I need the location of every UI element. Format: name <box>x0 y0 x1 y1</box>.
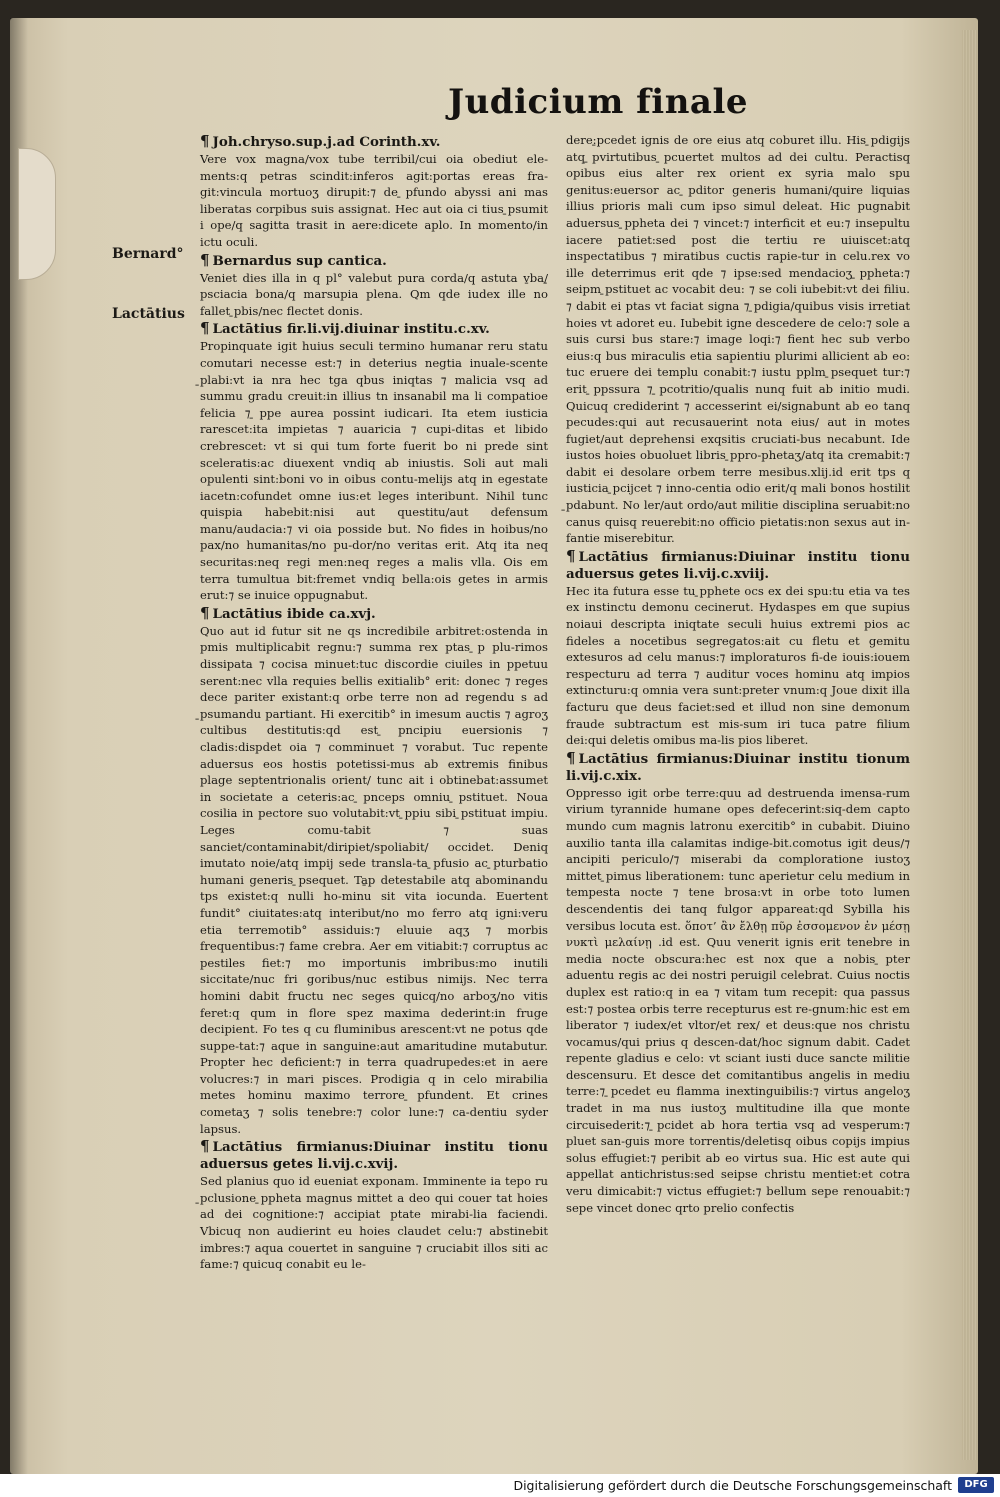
pilcrow-icon: ¶ <box>200 603 210 622</box>
margin-note-lactantius: Lactātius <box>112 306 185 322</box>
page-heading: Judicium finale <box>448 82 748 122</box>
pilcrow-icon: ¶ <box>566 748 576 767</box>
right-column <box>566 132 910 1216</box>
dfg-logo-icon: DFG <box>958 1477 994 1493</box>
section <box>566 132 910 547</box>
section-text: Veniet dies illa in q pl° valebut pura corda/q astuta v̱ba/̱psciacia bona/q marsupia plena. Qm qde iudex ille no fallet ̱pbis/nec flectet donis. <box>200 270 548 318</box>
left-column <box>200 132 548 1273</box>
margin-note-bernard: Bernard° <box>112 246 184 262</box>
section <box>200 1138 548 1273</box>
section-text: Propinquate igit huius seculi termino humanar reru statu comutari necesse est:⁊ in deterius negtia inuale-scente ̱plabi:vt ia nra hec tga qbus iniqtas ⁊ malicia vsq ad summu gradu creuit:in illius tn insanabil ma li compatioe felicia ⁊ ̱ppe aurea possint iudicari. Ita etem iusticia rarescet:ita impietas ⁊ auaricia ⁊ cupi-ditas et libido crebrescet: vt si qui tum forte fuerit bo ni prede sint sceleratis:ac diuexent vndiq ab iniustis. Soli aut mali opulenti sint:boni vo in oibus contu-melijs atq in egestate iacetn:cofundet omne ius:et leges interibunt. Nihil tunc quispia habebit:nisi aut questitu/aut defensum manu/audacia:⁊ vi oia posside but. No fides in hoibus/no pax/no humanitas/no pu-dor/no veritas erit. Atq ita neq securitas:neq regi men:neq reges a malis vlla. Ois em terra tumultua bit:fremet vndiq bella:ois getes in armis erut:⁊ se inuice oppugnabut. <box>200 339 548 603</box>
section-rubric: ¶ Bernardus sup cantica. <box>200 250 387 269</box>
pilcrow-icon: ¶ <box>200 250 210 269</box>
section-text: Oppresso igit orbe terre:quu ad destruenda imensa-rum virium tyrannide humane opes defecerint:siq-dem capto mundo cum magnis latronu exercitib° in cubabit. Diuino auxilio tanta illa calamitas indige-bit.comotus igit deus/⁊ ancipiti periculo/⁊ miserabi da comploratione iustoʒ mittet ̱pimus liberationem: tunc aperietur celu medium in tempesta nocte ⁊ tene brosa:vt in orbe toto lumen descendentis dei tanq fulgor appareat:qd Sybilla his versibus locuta est. ὅποτ’ ἂν ἔλθῃ πῦρ ἐσσομενον ἐν μέσῃ νυκτὶ μελαίνῃ .id est. Quu venerit ignis erit tenebre in media nocte obscura:hec est nox que a nobis ̱pter aduentu regis ac dei nostri peruigil celebrat. Cuius noctis duplex est ratio:q in ea ⁊ vitam tum recepit: qua passus est:⁊ postea orbis terre recepturus est re-gnum:hic est em liberator ⁊ iudex/et vltor/et rex/ et deus:que nos christu vocamus/qui prius q descen-dat/hoc signum dabit. Cadet repente gladius e celo: vt sciant iusti duce sancte militie descensuru. Et desce det comitantibus angelis in mediu terre:⁊ ̱pcedet eu flamma inextinguibilis:⁊ virtus angeloʒ tradet in ma nus iustoʒ multitudine illa que monte circuisederit:⁊ ̱pcidet ab hora tertia vsq ad vesperum:⁊ pluet san-guis more torrentis/deletisq oibus copijs impius solus effugiet:⁊ peribit ab eo virtus sua. Hic est aute qui appellat antichristus:sed seipse christu mentiet:et cotra veru dimicabit:⁊ victus effugiet:⁊ bellum sepe renouabit:⁊ sepe vincet donec qrto prelio confectis <box>566 785 910 1215</box>
footer-bar <box>0 1474 1000 1497</box>
page-tab-marker <box>18 148 56 280</box>
section-rubric: ¶ Lactātius ibide ca.xvj. <box>200 603 376 622</box>
section-text: Quo aut id futur sit ne qs incredibile arbitret:ostenda in pmis multiplicabit regnu:⁊ summa rex ptas ̱p plu-rimos dissipata ⁊ cocisa minuet:tuc discordie ciuiles in ppetuu serent:nec vlla requies bellis exitialib° erit: donec ⁊ reges dece pariter existant:q orbe terre non ad regendu s ad ̱psumandu partiant. Hi exercitib° in imesum auctis ⁊ agroʒ cultibus destitutis:qd est ̱pncipiu euersionis ⁊ cladis:dispdet oia ⁊ comminuet ⁊ vorabut. Tuc repente aduersus eos hostis potetissi-mus ab extremis finibus plage septentrionalis orient/ tunc ait i obtinebat:assumet in societate a ceteris:ac ̱pnceps omniu ̱pstituet. Noua cosilia in pectore suo volutabit:vt ̱ppiu sibi ̱pstituat impiu. Leges comu-tabit ⁊ suas sanciet/contaminabit/diripiet/spoliabit/ occidet. Deniq imutato noie/atq impij sede transla-ta ̱pfusio ac ̱pturbatio humani generis ̱psequet. Ta̱p detestabile atq abominandu tps existet:q nulli ho-minu sit vita iocunda. Euertent fundit° ciuitates:atq interibut/no mo ferro atq igni:veru etia terremotib° assiduis:⁊ eluuie aqʒ ⁊ morbis frequentibus:⁊ fame crebra. Aer em vitiabit:⁊ corruptus ac pestiles fiet:⁊ mo importunis imbribus:mo inutili siccitate/nuc fri goribus/nuc estibus nimijs. Nec terra homini dabit fructu nec seges quicq/no arboʒ/no vitis feret:q qum in flore spez maxima dederint:in fruge decipient. Fo tes q cu fluminibus arescent:vt ne potus qde suppe-tat:⁊ aque in sanguine:aut amaritudine mutabutur. Propter hec deficient:⁊ in terra quadrupedes:et in aere volucres:⁊ in mari pisces. Prodigia q in celo mirabilia metes hominu maximo terrore ̱pfundent. Et crines cometaʒ ⁊ solis tenebre:⁊ color lune:⁊ ca-dentiu syder lapsus. <box>200 623 548 1136</box>
footer-credit: Digitalisierung gefördert durch die Deutsche Forschungsgemeinschaft <box>513 1478 952 1493</box>
section-text: dere:̱pcedet ignis de ore eius atq coburet illu. His ̱pdigijs atq ̱pvirtutibus ̱pcuertet multos ad dei cultu. Peractisq opibus eius alter rex orient ex syria malo spu genitus:euersor ac ̱pditor generis humani/quire liquias illius prioris mali cum ipso simul deleat. Hic pugnabit aduersus ̱ppheta dei ⁊ vincet:⁊ interficit et eu:⁊ insepultu iacere patiet:sed post die tertiu re uiuiscet:atq inspectatibus ⁊ miratibus cuctis rapie-tur in celu.rex vo ille deterrimus erit qde ⁊ ipse:sed mendacioʒ ̱ppheta:⁊ seipm ̱pstituet ac vocabit deu: ⁊ se coli iubebit:vt dei filiu. ⁊ dabit ei ptas vt faciat signa ⁊ ̱pdigia/quibus visis irretiat hoies vt adoret eu. Iubebit igne descedere de celo:⁊ sole a suis cursi bus stare:⁊ image loqi:⁊ fient hec sub verbo eius:q bus miraculis etia sapientiu plurimi allicient ab eo: tuc eruere dei templu conabit:⁊ iustu pplm ̱psequet tur:⁊ erit ̱ppssura ⁊ ̱pcotritio/qualis nunq fuit ab initio mudi. Quicuq crediderint ⁊ accesserint ei/signabunt ab eo tanq pecudes:qui aut recusauerint nota eius/ aut in motes fugiet/aut deprehensi exqsitis cruciati-bus necabunt. Ide iustos hoies obuoluet libris ̱ppro-phetaʒ/atq ita cremabit:⁊ dabit ei desolare orbem terre mesibus.xlij.id erit tps q iusticia ̱pcijcet ⁊ inno-centia odio erit/q mali bonos hostilit ̱pdabunt. No ler/aut ordo/aut militie disciplina seruabit:no canus quisq reuerebit:no officio pietatis:non sexus aut in-fantie miserebitur. <box>566 133 910 546</box>
section <box>200 320 548 604</box>
pilcrow-icon: ¶ <box>200 132 210 150</box>
section-rubric: ¶ Lactātius firmianus:Diuinar institu tionu aduersus getes li.vij.c.xvij. <box>200 1137 548 1173</box>
section-text: Vere vox magna/vox tube terribil/cui oia obediut ele-ments:q petras scindit:inferos agit:portas ereas fra-git:vincula mortuoʒ dirupit:⁊ de ̱pfundo abyssi ani mas liberatas corpibus suis assignat. Hec aut oia ci tius ̱psumit i ope/q sagitta trasit in aere:dicete aplo. In momento/in ictu oculi. <box>200 152 548 249</box>
page-edges <box>962 30 978 1460</box>
section <box>566 750 910 1216</box>
section-rubric: ¶ Lactātius fir.li.vij.diuinar institu.c.xv. <box>200 319 490 338</box>
section <box>200 605 548 1137</box>
pilcrow-icon: ¶ <box>200 319 210 338</box>
section-text: Sed planius quo id eueniat exponam. Imminente ia tepo ru ̱pclusione ̱ppheta magnus mittet a deo qui couer tat hoies ad dei cognitione:⁊ accipiat ptate mirabi-lia faciendi. Vbicuq non audierint eu hoies claudet celu:⁊ abstinebit imbres:⁊ aqua couertet in sanguine ⁊ cruciabit illos siti ac fame:⁊ quicuq conabit eu le- <box>200 1174 548 1272</box>
section <box>200 252 548 320</box>
section <box>566 548 910 749</box>
section-rubric: ¶ Joh.chryso.sup.j.ad Corinth.xv. <box>200 132 441 150</box>
pilcrow-icon: ¶ <box>566 546 576 565</box>
section-text: Hec ita futura esse tu ̱pphete ocs ex dei spu:tu etia va tes ex instinctu demonu cecinerut. Hydaspes em que supius noiaui descripta iniqtate seculi huius extremi pios ac fideles a nocetibus segregatos:ait cu fletu et gemitu extesuros ad celu manus:⁊ imploraturos fi-de iouis:iouem respecturu ad terra ⁊ auditur voces hominu atq impios extincturu:q omnia vera sunt:preter vnum:q Joue dixit illa facturu que deus faciet:sed et illud non sine demonum fraude subtractum est mis-sum iri tuca patre filium dei:qui deletis omibus ma-lis pios liberet. <box>566 583 910 748</box>
section-rubric: ¶ Lactātius firmianus:Diuinar institu tionu aduersus getes li.vij.c.xviij. <box>566 546 910 582</box>
section-rubric: ¶ Lactātius firmianus:Diuinar institu tionum li.vij.c.xix. <box>566 748 910 784</box>
pilcrow-icon: ¶ <box>200 1137 210 1156</box>
section <box>200 133 548 251</box>
